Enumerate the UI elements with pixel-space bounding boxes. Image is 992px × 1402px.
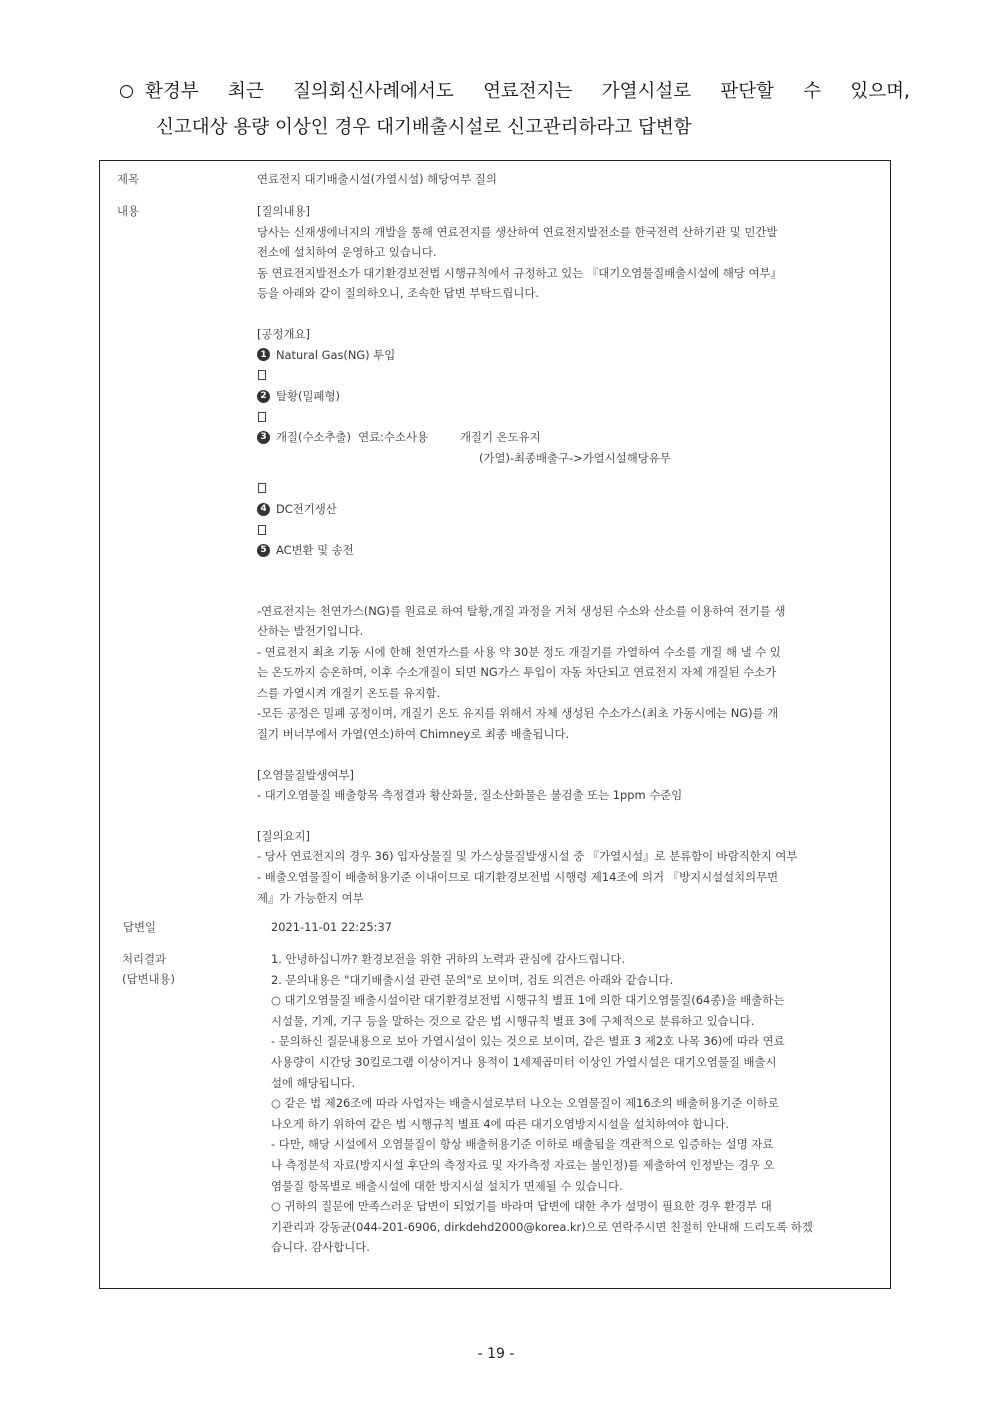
step-extra-line: (가열)-최종배출구->가열시설해당유무 xyxy=(479,450,671,465)
process-step-3 xyxy=(257,427,868,448)
answer-line: 염물질 항목별로 배출시설에 대한 방지시설 설치가 면제될 수 있습니다. xyxy=(271,1178,623,1193)
answer-line: 나 측정분석 자료(방지시설 후단의 측정자료 및 자가측정 자료는 불인정)를 제출하여 인정받는 경우 오 xyxy=(271,1157,775,1172)
description-line: 스를 가열시켜 개질기 온도를 유지함. xyxy=(257,685,441,700)
step-extra: 개질기 온도유지 xyxy=(460,429,541,444)
missing-glyph-box-icon xyxy=(258,483,266,493)
result-label-line: 처리결과 xyxy=(122,952,167,966)
answer-line: ○ 같은 법 제26조에 따라 사업자는 배출시설로부터 나오는 오염물질이 제16조의 배출허용기준 이하로 xyxy=(271,1096,779,1111)
answer-date-label: 답변일 xyxy=(123,920,157,934)
answer-line: - 다만, 해당 시설에서 오염물질이 항상 배출허용기준 이하로 배출됨을 객관적으로 입증하는 설명 자료 xyxy=(271,1137,774,1152)
intro-word-5: 가열시설로 xyxy=(601,81,692,102)
answer-date-value: 2021-11-01 22:25:37 xyxy=(271,920,392,934)
intro-paragraph xyxy=(120,74,910,146)
qa-record-box xyxy=(99,160,891,1289)
title-label: 제목 xyxy=(117,172,140,186)
step-text: 탈황(밀폐형) xyxy=(276,388,340,403)
step-text: DC전기생산 xyxy=(276,501,337,516)
step-text: 개질(수소추출) 연료:수소사용 xyxy=(276,429,429,444)
intro-word-3: 질의회신사례에서도 xyxy=(292,81,454,102)
step-number-icon: 3 xyxy=(257,431,270,444)
hollow-circle-bullet-icon xyxy=(120,85,133,98)
answer-line: ○ 귀하의 질문에 만족스러운 답변이 되었기를 바라며 답변에 대한 추가 설명이 필요한 경우 환경부 대 xyxy=(271,1199,772,1214)
process-step-4 xyxy=(257,499,868,520)
question-line: 전소에 설치하여 운영하고 있습니다. xyxy=(257,245,437,260)
content-value xyxy=(257,201,868,908)
result-label xyxy=(122,949,175,989)
question-header: [질의내용] xyxy=(257,204,310,218)
intro-line-1 xyxy=(120,74,910,110)
intro-word-7: 수 xyxy=(803,81,822,102)
description-line: 질기 버너부에서 가열(연소)하여 Chimney로 최종 배출됩니다. xyxy=(257,727,570,742)
missing-glyph-box-icon xyxy=(258,525,266,535)
summary-line: - 배출오염물질이 배출허용기준 이내이므로 대기환경보전법 시행령 제14조에 의거 『방지시설설치의무면 xyxy=(257,870,779,885)
answer-line: - 문의하신 질문내용으로 보아 가열시설이 있는 것으로 보이며, 같은 별표 3 제2호 나목 36)에 따라 연료 xyxy=(271,1034,785,1049)
answer-line: ○ 대기오염물질 배출시설이란 대기환경보전법 시행규칙 별표 1에 의한 대기오염물질(64종)을 배출하는 xyxy=(271,993,785,1008)
intro-word-6: 판단할 xyxy=(720,81,774,102)
question-line: 동 연료전지발전소가 대기환경보전법 시행규칙에서 규정하고 있는 『대기오염물질배출시설에 해당 여부』 xyxy=(257,265,782,280)
answer-line: 시설물, 기계, 기구 등을 말하는 것으로 같은 법 시행규칙 별표 3에 구체적으로 분류하고 있습니다. xyxy=(271,1013,755,1028)
process-header: [공정개요] xyxy=(257,326,310,341)
answer-line: 기관리과 강동균(044-201-6906, dirkdehd2000@korea.kr)으로 연락주시면 친절히 안내해 드리도록 하겠 xyxy=(271,1219,813,1234)
summary-header: [질의요지] xyxy=(257,828,310,843)
answer-line: 2. 문의내용은 "대기배출시설 관련 문의"로 보이며, 검토 의견은 아래와 같습니다. xyxy=(271,972,674,987)
step-number-icon: 2 xyxy=(257,390,270,403)
description-line: 산하는 발전기입니다. xyxy=(257,624,364,639)
description-line: -모든 공정은 밀폐 공정이며, 개질기 온도 유지를 위해서 자체 생성된 수소가스(최초 가동시에는 NG)를 개 xyxy=(257,706,779,721)
summary-line: - 당사 연료전지의 경우 36) 입자상물질 및 가스상물질발생시설 중 『가열시설』로 분류함이 바람직한지 여부 xyxy=(257,849,798,864)
missing-glyph-box-icon xyxy=(258,412,266,422)
step-text: Natural Gas(NG) 투입 xyxy=(276,347,396,362)
description-line: 는 온도까지 승온하며, 이후 수소개질이 되면 NG가스 투입이 자동 차단되고 연료전지 자체 개질된 수소가 xyxy=(257,665,777,680)
intro-word-1: 환경부 xyxy=(120,74,199,110)
intro-line-2: 신고대상 용량 이상인 경우 대기배출시설로 신고관리하라고 답변함 xyxy=(156,117,692,138)
summary-line: 제』가 가능한지 여부 xyxy=(257,890,364,905)
description-line: - 연료전지 최초 기동 시에 한해 천연가스를 사용 약 30분 정도 개질기를 가열하여 수소를 개질 해 낼 수 있 xyxy=(257,644,781,659)
missing-glyph-box-icon xyxy=(258,370,266,380)
answer-line: 1. 안녕하십니까? 환경보전을 위한 귀하의 노력과 관심에 감사드립니다. xyxy=(271,952,625,966)
pollution-line: - 대기오염물질 배출항목 측정결과 황산화물, 질소산화물은 불검출 또는 1ppm 수준임 xyxy=(257,788,683,803)
intro-word-4: 연료전지는 xyxy=(483,81,573,102)
question-line: 당사는 신재생에너지의 개발을 통해 연료전지를 생산하여 연료전지발전소를 한국전력 산하기관 및 민간발 xyxy=(257,224,778,239)
answer-line: 설에 해당됩니다. xyxy=(271,1075,356,1090)
step-number-icon: 1 xyxy=(257,348,270,361)
answer-content xyxy=(271,949,868,1258)
result-label-line: (답변내용) xyxy=(122,972,175,986)
content-label: 내용 xyxy=(117,204,140,218)
intro-word-8: 있으며, xyxy=(850,81,910,102)
process-step-1 xyxy=(257,345,868,366)
step-number-icon: 5 xyxy=(257,544,270,557)
step-text: AC변환 및 송전 xyxy=(276,542,354,557)
answer-line: 사용량이 시간당 30킬로그램 이상이거나 용적이 1세제곱미터 이상인 가열시설은 대기오염물질 배출시 xyxy=(271,1054,777,1069)
title-value: 연료전지 대기배출시설(가열시설) 해당여부 질의 xyxy=(257,172,497,186)
answer-line: 나오게 하기 위하여 같은 법 시행규칙 별표 4에 따른 대기오염방지시설을 설치하여야 합니다. xyxy=(271,1116,729,1131)
answer-line: 습니다. 감사합니다. xyxy=(271,1240,370,1255)
question-line: 등을 아래와 같이 질의하오니, 조속한 답변 부탁드립니다. xyxy=(257,286,540,301)
pollution-header: [오염물질발생여부] xyxy=(257,767,354,782)
process-step-2 xyxy=(257,386,868,407)
intro-word-2: 최근 xyxy=(227,81,264,102)
page-number: - 19 - xyxy=(477,1346,515,1362)
process-step-5 xyxy=(257,540,868,561)
step-number-icon: 4 xyxy=(257,503,270,516)
description-line: -연료전지는 천연가스(NG)를 원료로 하여 탈황,개질 과정을 거쳐 생성된 수소와 산소를 이용하여 전기를 생 xyxy=(257,603,786,618)
